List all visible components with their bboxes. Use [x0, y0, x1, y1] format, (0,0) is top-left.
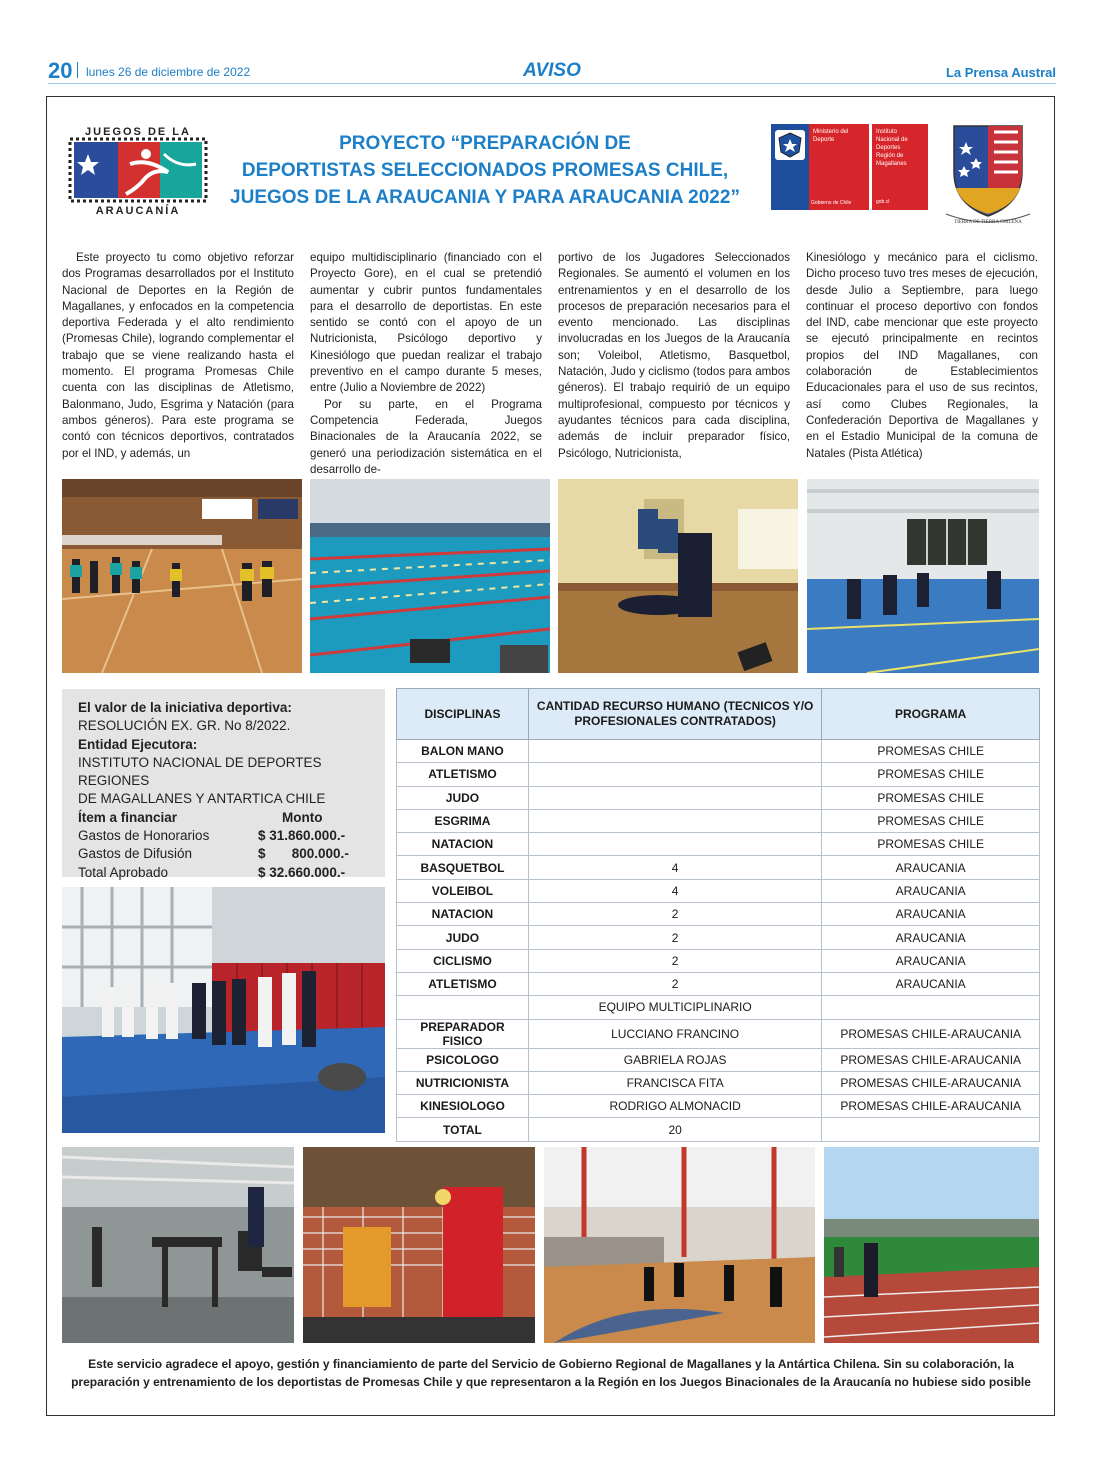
- table-row: [397, 1019, 1040, 1048]
- page-header: [48, 58, 1056, 84]
- quantity-cell: GABRIELA ROJAS: [528, 1048, 821, 1071]
- discipline-cell: NUTRICIONISTA: [397, 1071, 529, 1094]
- discipline-cell: NATACION: [397, 833, 529, 856]
- budget-item: Total Aprobado: [78, 864, 169, 880]
- page-number: 20: [48, 58, 73, 83]
- ind-logo: [872, 124, 928, 210]
- program-cell: PROMESAS CHILE: [822, 763, 1040, 786]
- ind-foot: gob.cl: [876, 199, 890, 205]
- ministerio-red-block: [809, 124, 869, 210]
- item-header: Ítem a financiar: [78, 809, 178, 825]
- footer-line-1: Este servicio agradece el apoyo, gestión y financiamiento de parte del Servicio de Gobierno Regional de Magallanes y la Antártica Chilena. Sin su colaboración, la: [88, 1357, 1014, 1371]
- gob-line-1: Ministerio del: [813, 129, 849, 135]
- discipline-cell: BASQUETBOL: [397, 856, 529, 879]
- program-cell: [822, 1118, 1040, 1141]
- program-cell: PROMESAS CHILE-ARAUCANIA: [822, 1095, 1040, 1118]
- photo-judo-group: [62, 887, 385, 1133]
- program-cell: PROMESAS CHILE-ARAUCANIA: [822, 1048, 1040, 1071]
- discipline-cell: JUDO: [397, 926, 529, 949]
- photo-volleyball-training: [62, 479, 302, 673]
- discipline-cell: ATLETISMO: [397, 763, 529, 786]
- page-date: lunes 26 de diciembre de 2022: [86, 65, 251, 79]
- article-column-2: [310, 250, 542, 478]
- budget-row: [78, 845, 369, 863]
- entity-line-2: DE MAGALLANES Y ANTARTICA CHILE: [78, 791, 326, 807]
- acknowledgement-footer: [62, 1356, 1040, 1391]
- photo-volleyball-match: [303, 1147, 535, 1343]
- shield-motto: TIERRA DE TIERRA CHILENA: [954, 220, 1022, 225]
- budget-amount: $ 800.000.-: [258, 846, 349, 862]
- program-cell: PROMESAS CHILE-ARAUCANIA: [822, 1071, 1040, 1094]
- photo-athletics-track: [824, 1147, 1039, 1343]
- table-row: [397, 926, 1040, 949]
- discipline-cell: ATLETISMO: [397, 972, 529, 995]
- table-row: [397, 809, 1040, 832]
- table-row: [397, 1071, 1040, 1094]
- header-disciplinas: DISCIPLINAS: [397, 689, 529, 740]
- program-cell: PROMESAS CHILE: [822, 786, 1040, 809]
- project-title: [215, 130, 755, 211]
- quantity-cell: EQUIPO MULTICIPLINARIO: [528, 996, 821, 1019]
- discipline-cell: PSICOLOGO: [397, 1048, 529, 1071]
- ind-line-2: Nacional de: [876, 137, 908, 143]
- ind-line-3: Deportes: [876, 145, 901, 151]
- budget-amount: $ 31.860.000.-: [258, 828, 346, 844]
- column-2-paragraph-2: Por su parte, en el Programa Competencia Federada, Juegos Binacionales de la Araucanía 2022, se generó una periodización sistemática en el desarrollo de-: [310, 397, 542, 476]
- program-cell: [822, 996, 1040, 1019]
- quantity-cell: 4: [528, 879, 821, 902]
- table-row: [397, 1048, 1040, 1071]
- budget-item: Gastos de Difusión: [78, 846, 193, 862]
- table-row: [397, 996, 1040, 1019]
- program-cell: ARAUCANIA: [822, 926, 1040, 949]
- discipline-cell: JUDO: [397, 786, 529, 809]
- column-2-paragraph-1: equipo multidisciplinario (financiado con el Proyecto Gore), en el cual se pretendió aumentar y cubrir puntos fundamentales para el desarrollo de deportistas. En este sentido se contó con el apoyo de un Nutricionista, Psicólogo deportivo y Kinesiólogo que puedan realizar el trabajo preventivo en el campo durante 5 meses, entre (Julio a Noviembre de 2022): [310, 251, 542, 395]
- table-header-row: [397, 689, 1040, 740]
- quantity-cell: [528, 809, 821, 832]
- discipline-cell: VOLEIBOL: [397, 879, 529, 902]
- quantity-cell: RODRIGO ALMONACID: [528, 1095, 821, 1118]
- discipline-cell: KINESIOLOGO: [397, 1095, 529, 1118]
- newspaper-name: La Prensa Austral: [945, 65, 1056, 80]
- article-column-1: [62, 250, 294, 462]
- discipline-cell: PREPARADOR FISICO: [397, 1019, 529, 1048]
- table-row: [397, 740, 1040, 763]
- discipline-cell: NATACION: [397, 903, 529, 926]
- entity-line-1: INSTITUTO NACIONAL DE DEPORTES REGIONES: [78, 754, 322, 789]
- quantity-cell: [528, 786, 821, 809]
- photo-judo-floor: [558, 479, 798, 673]
- chile-coat-of-arms-icon: [775, 130, 805, 160]
- gob-line-2: Deporte: [813, 137, 835, 143]
- table-row: [397, 949, 1040, 972]
- quantity-cell: LUCCIANO FRANCINO: [528, 1019, 821, 1048]
- program-cell: PROMESAS CHILE: [822, 833, 1040, 856]
- quantity-cell: 2: [528, 972, 821, 995]
- table-row: [397, 1118, 1040, 1141]
- table-row: [397, 833, 1040, 856]
- column-1-paragraph: Este proyecto tu como objetivo reforzar dos Programas desarrollados por el Instituto Nacional de Deportes en la Región de Magallanes, y enfocados en la competencia deportiva Federada y el alto rendimiento (Promesas Chile), logrando complementar el trabajo que se viene realizando hasta el momento. El programa Promesas Chile cuenta con las disciplinas de Atletismo, Balonmano, Judo, Esgrima y Natación (para ambos géneros). Para este programa se contó con técnicos deportivos, contratados por el IND, y además, un: [62, 251, 294, 460]
- quantity-cell: FRANCISCA FITA: [528, 1071, 821, 1094]
- table-row: [397, 856, 1040, 879]
- program-cell: PROMESAS CHILE: [822, 740, 1040, 763]
- article-body: [62, 250, 1040, 476]
- table-row: [397, 972, 1040, 995]
- program-cell: PROMESAS CHILE: [822, 809, 1040, 832]
- photo-basketball-court: [544, 1147, 815, 1343]
- juegos-araucania-logo: [68, 124, 208, 216]
- quantity-cell: 2: [528, 903, 821, 926]
- quantity-cell: [528, 740, 821, 763]
- photo-swimming-pool: [310, 479, 550, 673]
- juegos-logo-top-text: JUEGOS DE LA: [85, 126, 191, 138]
- table-row: [397, 903, 1040, 926]
- table-row: [397, 763, 1040, 786]
- header-cantidad: CANTIDAD RECURSO HUMANO (TECNICOS Y/O PROFESIONALES CONTRATADOS): [528, 689, 821, 740]
- discipline-cell: BALON MANO: [397, 740, 529, 763]
- staff-table: [396, 688, 1040, 1142]
- discipline-cell: TOTAL: [397, 1118, 529, 1141]
- quantity-cell: 2: [528, 949, 821, 972]
- discipline-cell: ESGRIMA: [397, 809, 529, 832]
- amount-header: Monto: [282, 809, 323, 825]
- header-programa: PROGRAMA: [822, 689, 1040, 740]
- quantity-cell: 4: [528, 856, 821, 879]
- table-row: [397, 1095, 1040, 1118]
- juegos-logo-bottom-text: ARAUCANÍA: [95, 205, 181, 216]
- table-row: [397, 786, 1040, 809]
- quantity-cell: [528, 833, 821, 856]
- program-cell: PROMESAS CHILE-ARAUCANIA: [822, 1019, 1040, 1048]
- budget-header-row: [78, 809, 369, 827]
- value-label: El valor de la iniciativa deportiva:: [78, 700, 292, 715]
- photo-gym: [62, 1147, 294, 1343]
- discipline-cell: CICLISMO: [397, 949, 529, 972]
- funding-info-box: [62, 689, 385, 880]
- program-cell: ARAUCANIA: [822, 856, 1040, 879]
- footer-line-2: preparación y entrenamiento de los deportistas de Promesas Chile y que representaron a la Región en los Juegos Binacionales de la Araucanía no hubiese sido posible: [71, 1374, 1031, 1389]
- column-3-paragraph: portivo de los Jugadores Seleccionados Regionales. Se aumentó el volumen en los entrenamientos y en el desarrollo de los procesos de preparación necesarios para el evento mencionado. Las disciplinas involucradas en los Juegos de la Araucanía son; Voleibol, Atletismo, Basquetbol, Natación, Judo y ciclismo (todos para ambos géneros). El trabajo requirió de un equipo multiprofesional, compuesto por técnicos y ayudantes técnicos para cada disciplina, además de incluir preparador físico, Psicólogo, Nutricionista,: [558, 251, 790, 460]
- title-line-1: PROYECTO “PREPARACIÓN DE: [339, 133, 631, 154]
- discipline-cell: [397, 996, 529, 1019]
- article-column-4: [806, 250, 1038, 462]
- table-row: [397, 879, 1040, 902]
- section-title: AVISO: [523, 60, 581, 81]
- budget-amount: $ 32.660.000.-: [258, 864, 346, 880]
- budget-item: Gastos de Honorarios: [78, 828, 210, 844]
- ministerio-deporte-logo: [771, 124, 869, 210]
- quantity-cell: 20: [528, 1118, 821, 1141]
- quantity-cell: 2: [528, 926, 821, 949]
- program-cell: ARAUCANIA: [822, 949, 1040, 972]
- photo-fencing-hall: [807, 479, 1039, 673]
- magallanes-shield-logo: [944, 122, 1032, 226]
- title-line-3: JUEGOS DE LA ARAUCANIA Y PARA ARAUCANIA 2022”: [230, 187, 740, 208]
- budget-row: [78, 864, 369, 882]
- program-cell: ARAUCANIA: [822, 879, 1040, 902]
- program-cell: ARAUCANIA: [822, 972, 1040, 995]
- article-column-3: [558, 250, 790, 462]
- ind-line-1: Instituto: [876, 129, 898, 135]
- ind-line-4: Región de Magallanes: [876, 153, 907, 167]
- resolution-text: RESOLUCIÓN EX. GR. No 8/2022.: [78, 718, 291, 734]
- program-cell: ARAUCANIA: [822, 903, 1040, 926]
- entity-label: Entidad Ejecutora:: [78, 736, 198, 752]
- gob-foot: Gobierno de Chile: [811, 200, 852, 206]
- budget-row: [78, 827, 369, 845]
- quantity-cell: [528, 763, 821, 786]
- title-line-2: DEPORTISTAS SELECCIONADOS PROMESAS CHILE,: [241, 160, 729, 181]
- column-4-paragraph: Kinesiólogo y mecánico para el ciclismo. Dicho proceso tuvo tres meses de ejecución, desde Julio a Septiembre, para luego continuar el proceso deportivo con fondos del IND, cabe mencionar que este proyecto se ejecutó principalmente en recintos propios del IND Magallanes, con colaboración de Establecimientos Educacionales para el uso de sus recintos, así como Clubes Regionales, la Confederación Deportiva de Magallanes y en el Estadio Municipal de la comuna de Natales (Pista Atlética): [806, 251, 1038, 460]
